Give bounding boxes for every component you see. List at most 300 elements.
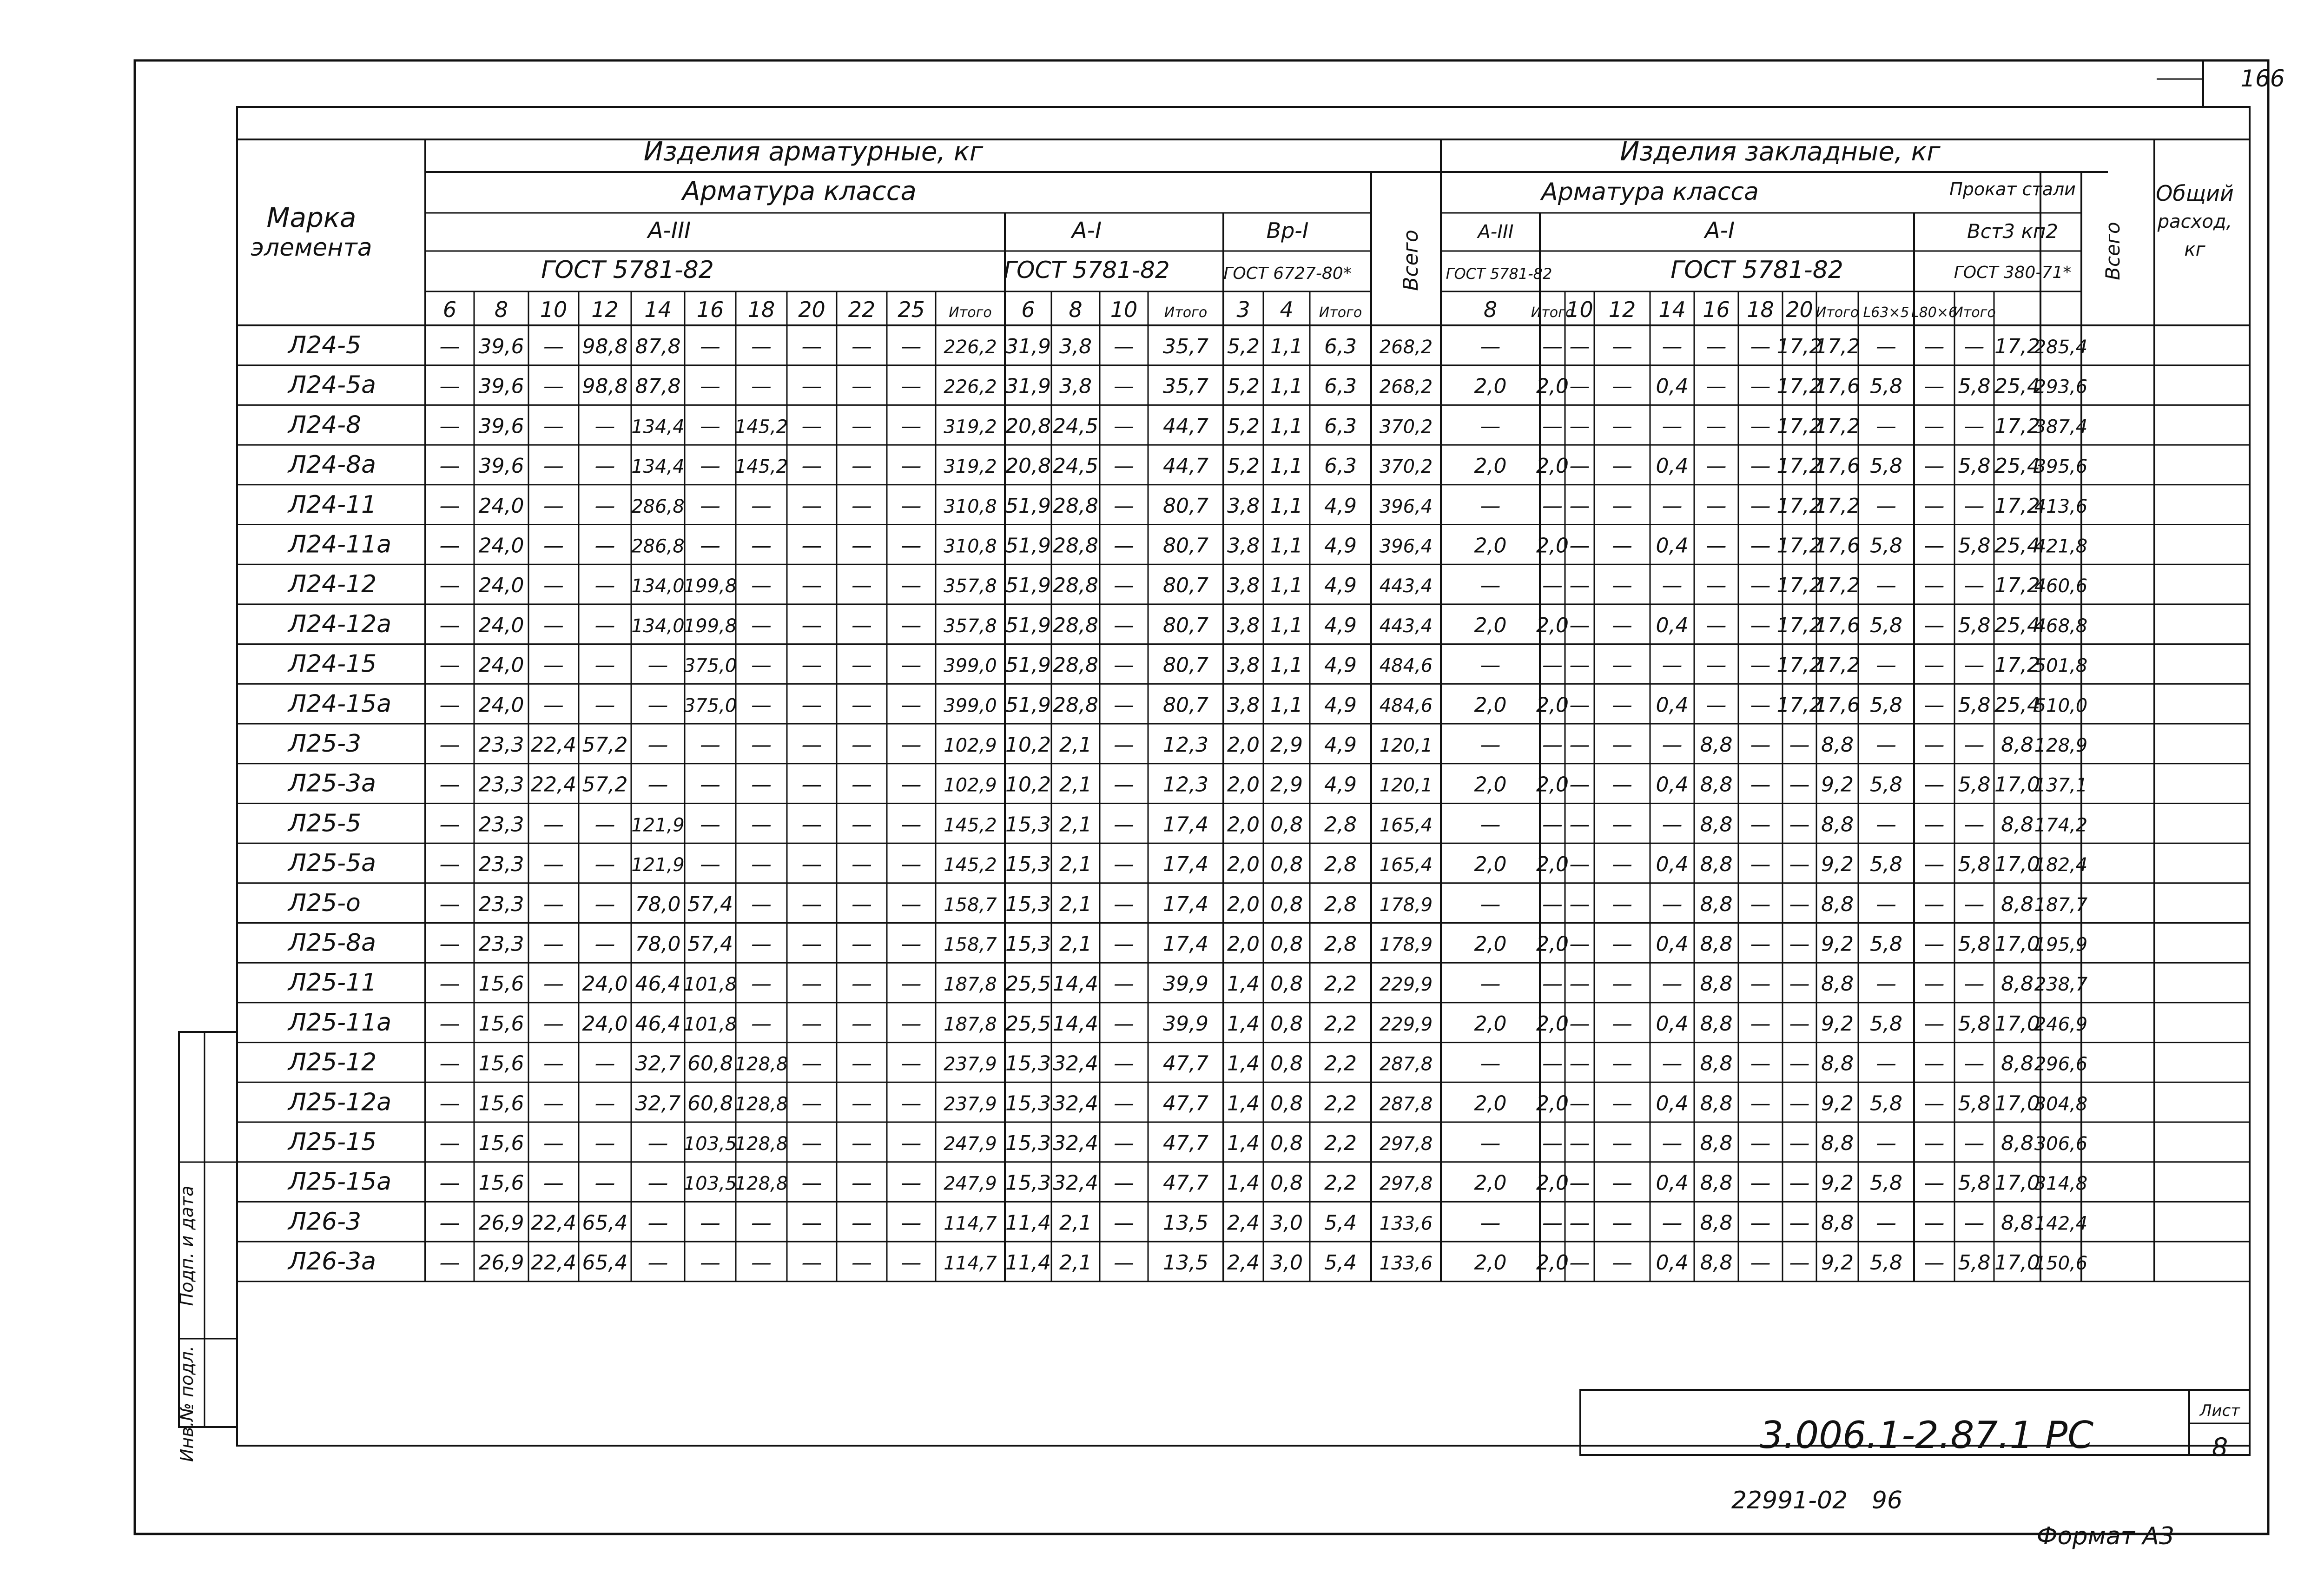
armature-products-header: Изделия арматурные, кг: [643, 137, 984, 167]
table-cell: —: [1480, 414, 1501, 438]
side-label-inv: Инв.№ подл.: [177, 1345, 197, 1462]
table-cell: 165,4: [1379, 854, 1433, 876]
column-header-4: 14: [644, 297, 672, 322]
table-cell: —: [1569, 454, 1590, 478]
table-cell: —: [1612, 494, 1632, 518]
table-cell: 4,9: [1324, 693, 1357, 717]
table-cell: —: [1542, 414, 1563, 438]
column-header-17: Итого: [1319, 304, 1362, 321]
table-cell: —: [543, 335, 564, 358]
table-cell: 5,8: [1958, 932, 1991, 956]
table-cell: —: [1662, 335, 1683, 358]
table-cell: —: [1706, 653, 1727, 677]
table-cell: 134,0: [631, 575, 685, 597]
table-cell: 32,4: [1053, 1131, 1098, 1155]
column-header-29: L80×6: [1911, 304, 1958, 321]
table-cell: —: [700, 374, 720, 398]
table-cell: —: [1964, 733, 1985, 757]
row-mark: Л24-11а: [288, 530, 392, 559]
table-cell: —: [852, 1171, 872, 1195]
table-cell: —: [852, 374, 872, 398]
table-cell: —: [439, 932, 460, 956]
table-cell: 1,4: [1227, 1091, 1260, 1116]
table-cell: 134,0: [631, 615, 685, 637]
row-mark: Л25-11: [288, 969, 377, 997]
column-header-8: 22: [848, 297, 876, 322]
table-cell: —: [543, 574, 564, 598]
table-cell: 32,7: [635, 1091, 681, 1116]
table-cell: 0,8: [1270, 972, 1303, 996]
table-cell: 5,8: [1870, 1011, 1902, 1036]
table-cell: 17,2: [1776, 693, 1822, 717]
table-cell: 0,8: [1270, 1011, 1303, 1036]
table-cell: 9,2: [1821, 773, 1854, 797]
table-cell: —: [901, 813, 922, 837]
row-mark: Л25-11а: [288, 1008, 392, 1037]
table-cell: —: [901, 853, 922, 877]
table-cell: 2,1: [1059, 892, 1092, 916]
table-cell: —: [901, 932, 922, 956]
table-cell: 28,8: [1053, 613, 1098, 637]
table-cell: 17,0: [1994, 1251, 2040, 1275]
table-cell: —: [1750, 853, 1771, 877]
table-cell: 24,0: [582, 972, 628, 996]
table-cell: —: [901, 1171, 922, 1195]
table-cell: —: [439, 454, 460, 478]
table-cell: —: [852, 414, 872, 438]
table-cell: —: [1569, 534, 1590, 558]
table-cell: —: [594, 932, 615, 956]
table-cell: 8,8: [1700, 1051, 1733, 1076]
table-cell: —: [901, 335, 922, 358]
table-cell: —: [901, 613, 922, 637]
table-cell: —: [1876, 335, 1896, 358]
table-cell: —: [1480, 494, 1501, 518]
table-cell: 145,2: [944, 814, 997, 836]
row-mark: Л25-3а: [288, 769, 376, 798]
table-cell: —: [1612, 1091, 1632, 1116]
table-cell: 8,8: [1821, 1211, 1854, 1235]
table-cell: —: [1750, 335, 1771, 358]
table-cell: —: [647, 773, 668, 797]
table-cell: 39,6: [478, 374, 524, 398]
table-cell: —: [1924, 773, 1945, 797]
table-cell: —: [751, 853, 772, 877]
table-cell: —: [1706, 494, 1727, 518]
table-cell: 2,0: [1536, 1251, 1569, 1275]
table-cell: 17,2: [1776, 454, 1822, 478]
table-cell: 128,8: [734, 1173, 788, 1195]
table-cell: —: [1114, 932, 1134, 956]
table-cell: —: [801, 653, 822, 677]
table-cell: —: [1924, 494, 1945, 518]
table-cell: 5,8: [1958, 853, 1991, 877]
table-cell: 1,4: [1227, 1131, 1260, 1155]
table-cell: 2,8: [1324, 932, 1357, 956]
table-cell: —: [801, 733, 822, 757]
table-cell: —: [1750, 932, 1771, 956]
table-cell: 5,8: [1958, 1091, 1991, 1116]
table-cell: 8,8: [1700, 813, 1733, 837]
table-cell: 8,8: [1700, 932, 1733, 956]
table-cell: 128,9: [2034, 735, 2088, 756]
table-cell: —: [852, 494, 872, 518]
table-cell: 12,3: [1163, 733, 1208, 757]
table-cell: 1,4: [1227, 1051, 1260, 1076]
row-mark: Л24-12а: [288, 610, 392, 638]
table-cell: 17,2: [1776, 414, 1822, 438]
table-cell: 10,2: [1005, 773, 1051, 797]
table-cell: —: [901, 454, 922, 478]
table-cell: —: [543, 534, 564, 558]
table-cell: —: [1876, 1211, 1896, 1235]
table-cell: 413,6: [2034, 496, 2088, 517]
table-cell: 2,0: [1536, 613, 1569, 637]
table-cell: —: [852, 1091, 872, 1116]
table-cell: —: [1750, 1251, 1771, 1275]
table-cell: 80,7: [1163, 653, 1208, 677]
table-cell: —: [1750, 1011, 1771, 1036]
table-cell: 103,5: [683, 1133, 737, 1155]
table-cell: —: [901, 494, 922, 518]
table-cell: 28,8: [1053, 534, 1098, 558]
table-cell: —: [1569, 1171, 1590, 1195]
table-cell: 17,0: [1994, 1171, 2040, 1195]
table-cell: —: [1964, 1131, 1985, 1155]
table-cell: —: [852, 733, 872, 757]
table-cell: 39,9: [1163, 972, 1208, 996]
table-cell: 17,2: [1776, 574, 1822, 598]
table-text: [177, 65, 2285, 1550]
table-cell: —: [1964, 414, 1985, 438]
embedded-a1-gost-header: ГОСТ 5781-82: [1670, 256, 1843, 284]
table-cell: 306,6: [2034, 1133, 2088, 1155]
table-cell: 9,2: [1821, 853, 1854, 877]
table-cell: 484,6: [1379, 655, 1433, 677]
overall-header-3: кг: [2184, 239, 2205, 260]
column-header-19: 8: [1483, 297, 1498, 322]
table-cell: —: [1789, 1251, 1810, 1275]
table-cell: 229,9: [1379, 1013, 1433, 1035]
table-cell: —: [1114, 693, 1134, 717]
table-cell: 5,8: [1958, 1171, 1991, 1195]
table-cell: —: [801, 374, 822, 398]
table-cell: 5,8: [1870, 693, 1902, 717]
table-cell: —: [439, 1251, 460, 1275]
table-cell: 22,4: [531, 1251, 576, 1275]
table-cell: —: [1569, 374, 1590, 398]
table-cell: 120,1: [1379, 774, 1433, 796]
table-cell: —: [594, 494, 615, 518]
table-cell: —: [1750, 414, 1771, 438]
table-cell: —: [594, 653, 615, 677]
table-cell: 31,9: [1005, 374, 1051, 398]
table-cell: 2,4: [1227, 1251, 1260, 1275]
table-cell: 51,9: [1005, 693, 1051, 717]
table-cell: —: [1480, 574, 1501, 598]
table-cell: —: [1964, 813, 1985, 837]
table-cell: 24,0: [478, 574, 524, 598]
table-cell: 5,8: [1870, 773, 1902, 797]
table-cell: 9,2: [1821, 1171, 1854, 1195]
table-cell: 15,6: [478, 1051, 524, 1076]
table-cell: 1,1: [1270, 374, 1303, 398]
table-cell: —: [801, 1211, 822, 1235]
table-cell: —: [1706, 454, 1727, 478]
table-cell: 15,3: [1005, 1051, 1051, 1076]
row-mark: Л24-12: [288, 570, 377, 599]
table-cell: —: [1750, 1131, 1771, 1155]
table-cell: 2,0: [1474, 374, 1507, 398]
table-cell: 3,8: [1059, 374, 1092, 398]
table-cell: 8,8: [1700, 1091, 1733, 1116]
table-cell: —: [1789, 773, 1810, 797]
table-cell: 23,3: [478, 853, 524, 877]
table-cell: 319,2: [944, 456, 997, 478]
table-cell: —: [1612, 693, 1632, 717]
table-cell: —: [751, 733, 772, 757]
table-cell: —: [594, 1091, 615, 1116]
column-header-14: Итого: [1164, 304, 1208, 321]
table-cell: —: [901, 1091, 922, 1116]
table-cell: 1,4: [1227, 1171, 1260, 1195]
table-cell: 5,8: [1870, 374, 1902, 398]
table-cell: 17,2: [1994, 414, 2040, 438]
table-cell: —: [1480, 335, 1501, 358]
embedded-a3-class-header: А-III: [1478, 221, 1514, 243]
table-cell: 78,0: [635, 932, 681, 956]
table-cell: 142,4: [2034, 1213, 2088, 1235]
table-cell: —: [1706, 414, 1727, 438]
table-cell: 0,8: [1270, 1171, 1303, 1195]
table-cell: —: [1964, 653, 1985, 677]
table-cell: —: [700, 1211, 720, 1235]
table-cell: 268,2: [1379, 337, 1433, 358]
table-cell: 187,8: [944, 974, 997, 996]
table-cell: —: [801, 1131, 822, 1155]
steel-gost-header: ГОСТ 380-71*: [1954, 263, 2072, 282]
table-cell: 9,2: [1821, 1091, 1854, 1116]
table-cell: 370,2: [1379, 456, 1433, 478]
table-cell: —: [1480, 1051, 1501, 1076]
table-cell: 39,6: [478, 335, 524, 358]
table-cell: 2,0: [1536, 932, 1569, 956]
table-cell: —: [1114, 454, 1134, 478]
table-cell: 8,8: [1700, 1251, 1733, 1275]
table-cell: —: [543, 892, 564, 916]
table-cell: —: [647, 1131, 668, 1155]
table-cell: 8,8: [2001, 733, 2034, 757]
table-cell: —: [1789, 892, 1810, 916]
table-cell: —: [1114, 1171, 1134, 1195]
table-cell: 128,8: [734, 1053, 788, 1075]
table-cell: —: [1569, 773, 1590, 797]
table-cell: —: [1789, 1211, 1810, 1235]
table-cell: 57,2: [582, 773, 628, 797]
table-cell: 1,4: [1227, 972, 1260, 996]
table-cell: —: [1924, 613, 1945, 637]
table-cell: 5,2: [1227, 335, 1260, 358]
table-cell: 15,6: [478, 972, 524, 996]
table-cell: 15,6: [478, 1011, 524, 1036]
table-cell: —: [543, 1131, 564, 1155]
overall-header-2: расход,: [2157, 211, 2232, 232]
row-mark: Л24-15а: [288, 690, 392, 718]
table-cell: 5,8: [1958, 1011, 1991, 1036]
table-cell: 17,2: [1994, 335, 2040, 358]
table-cell: 15,3: [1005, 813, 1051, 837]
table-cell: —: [1924, 972, 1945, 996]
table-cell: 22,4: [531, 773, 576, 797]
row-mark: Л25-3: [288, 730, 362, 758]
table-cell: —: [901, 1051, 922, 1076]
row-mark: Л25-12: [288, 1048, 377, 1077]
table-cell: —: [1662, 733, 1683, 757]
table-cell: —: [1876, 653, 1896, 677]
table-cell: —: [852, 932, 872, 956]
row-mark: Л24-8: [288, 411, 362, 439]
table-cell: —: [1789, 972, 1810, 996]
table-cell: 0,4: [1656, 374, 1689, 398]
table-cell: —: [1750, 972, 1771, 996]
table-cell: 0,8: [1270, 1091, 1303, 1116]
table-cell: —: [439, 335, 460, 358]
table-cell: 2,0: [1536, 773, 1569, 797]
table-cell: —: [1569, 932, 1590, 956]
table-cell: —: [594, 1051, 615, 1076]
row-mark: Л25-8а: [288, 929, 376, 957]
table-cell: 5,8: [1958, 1251, 1991, 1275]
table-cell: —: [1114, 773, 1134, 797]
table-cell: 1,1: [1270, 414, 1303, 438]
table-cell: 24,5: [1053, 454, 1098, 478]
table-cell: 101,8: [683, 974, 737, 996]
table-cell: —: [1612, 932, 1632, 956]
table-cell: —: [700, 853, 720, 877]
table-cell: 120,1: [1379, 735, 1433, 756]
table-cell: —: [1706, 693, 1727, 717]
table-cell: 145,2: [734, 456, 788, 478]
table-cell: —: [439, 494, 460, 518]
table-cell: 2,1: [1059, 773, 1092, 797]
table-cell: 121,9: [631, 814, 685, 836]
total-header: Всего: [1399, 230, 1423, 291]
table-cell: 174,2: [2034, 814, 2088, 836]
table-cell: —: [1612, 972, 1632, 996]
column-header-0: 6: [442, 297, 457, 322]
table-cell: 293,6: [2034, 376, 2088, 398]
table-cell: —: [1612, 853, 1632, 877]
table-cell: —: [1569, 1131, 1590, 1155]
column-header-2: 10: [540, 297, 568, 322]
table-cell: 13,5: [1163, 1211, 1208, 1235]
table-cell: —: [1924, 574, 1945, 598]
table-cell: 44,7: [1163, 454, 1208, 478]
table-cell: 370,2: [1379, 416, 1433, 438]
row-mark: Л24-8а: [288, 451, 376, 479]
vr1-class-header: Вр-I: [1266, 218, 1309, 243]
table-cell: —: [700, 1251, 720, 1275]
table-cell: —: [1876, 1131, 1896, 1155]
table-cell: 2,0: [1474, 693, 1507, 717]
column-header-7: 20: [798, 297, 825, 322]
table-cell: 4,9: [1324, 494, 1357, 518]
table-cell: —: [594, 454, 615, 478]
table-cell: —: [1114, 414, 1134, 438]
table-cell: 102,9: [944, 735, 997, 756]
table-cell: 98,8: [582, 335, 628, 358]
table-cell: 2,2: [1324, 1091, 1357, 1116]
table-cell: —: [1612, 414, 1632, 438]
table-cell: 17,2: [1776, 374, 1822, 398]
table-cell: —: [1924, 1091, 1945, 1116]
table-cell: —: [1114, 853, 1134, 877]
table-cell: 2,2: [1324, 1131, 1357, 1155]
table-cell: —: [1612, 1051, 1632, 1076]
table-cell: 17,2: [1815, 414, 1860, 438]
table-cell: —: [901, 1251, 922, 1275]
table-cell: 199,8: [683, 615, 737, 637]
table-cell: —: [594, 892, 615, 916]
a1-class-header: А-I: [1071, 218, 1102, 244]
table-cell: —: [1542, 335, 1563, 358]
mark-header-2: элемента: [251, 234, 372, 262]
table-cell: 20,8: [1005, 454, 1051, 478]
table-cell: —: [1789, 813, 1810, 837]
table-cell: —: [1612, 1171, 1632, 1195]
row-mark: Л25-о: [288, 889, 361, 917]
table-cell: 0,8: [1270, 1051, 1303, 1076]
table-cell: —: [801, 972, 822, 996]
table-cell: 15,3: [1005, 892, 1051, 916]
table-cell: 2,2: [1324, 1171, 1357, 1195]
table-cell: 145,2: [944, 854, 997, 876]
table-cell: —: [439, 534, 460, 558]
table-cell: 10,2: [1005, 733, 1051, 757]
table-cell: 1,1: [1270, 335, 1303, 358]
vr1-gost-header: ГОСТ 6727-80*: [1223, 264, 1352, 283]
table-cell: —: [751, 693, 772, 717]
table-cell: 319,2: [944, 416, 997, 438]
table-cell: —: [1750, 454, 1771, 478]
table-cell: —: [852, 892, 872, 916]
table-cell: —: [901, 733, 922, 757]
table-cell: —: [1876, 972, 1896, 996]
table-cell: 2,1: [1059, 733, 1092, 757]
table-cell: 375,0: [683, 655, 737, 677]
table-cell: 238,7: [2034, 974, 2088, 996]
table-cell: 8,8: [1821, 972, 1854, 996]
table-cell: 247,9: [944, 1133, 997, 1155]
table-cell: 24,0: [582, 1011, 628, 1036]
table-cell: —: [594, 613, 615, 637]
table-cell: —: [901, 1011, 922, 1036]
table-cell: —: [1964, 574, 1985, 598]
table-cell: 8,8: [1700, 972, 1733, 996]
table-cell: 22,4: [531, 733, 576, 757]
table-cell: 5,8: [1958, 693, 1991, 717]
table-cell: —: [1750, 653, 1771, 677]
table-cell: 24,0: [478, 494, 524, 518]
table-cell: —: [1964, 1211, 1985, 1235]
table-cell: 3,8: [1227, 574, 1260, 598]
table-cell: 8,8: [1700, 1171, 1733, 1195]
table-cell: —: [1924, 853, 1945, 877]
side-label-sign: Подп. и дата: [177, 1185, 197, 1306]
table-cell: —: [852, 1251, 872, 1275]
table-cell: 32,4: [1053, 1091, 1098, 1116]
table-cell: 17,2: [1815, 574, 1860, 598]
